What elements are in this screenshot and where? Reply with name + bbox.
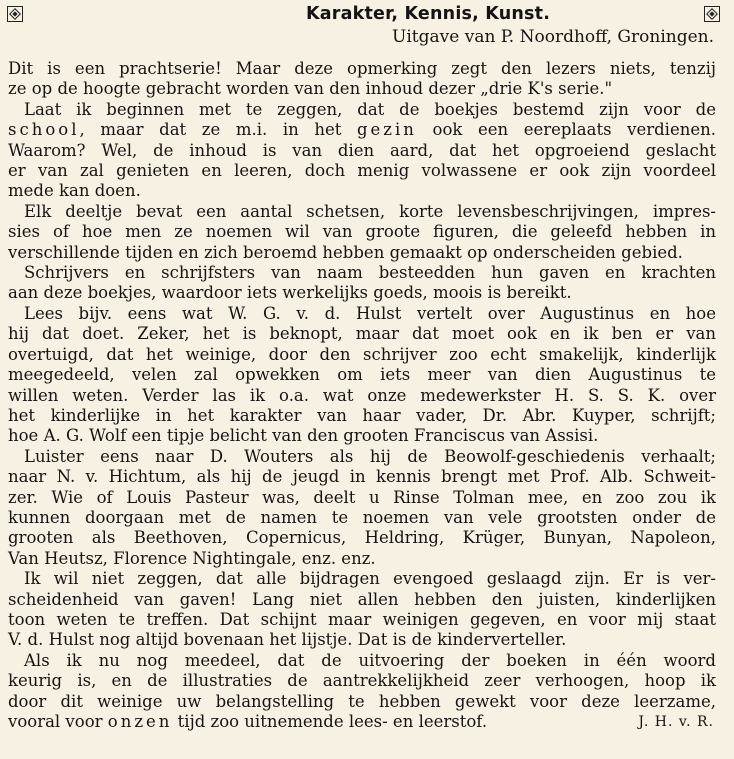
- text-line: Als ik nu nog meedeel, dat de uitvoering der boeken in één woord: [24, 650, 716, 670]
- text-line: meegedeeld, velen zal opwekken om iets meer van dien Augustinus te: [8, 365, 716, 385]
- article-title: Karakter, Kennis, Kunst.: [306, 4, 551, 24]
- text-line: kunnen doorgaan met de namen te noemen van vele grootsten onder de: [8, 507, 716, 527]
- paragraph: [8, 202, 716, 263]
- text-line: verschillende tijden en zich beroemd hebben gemaakt op onderscheiden gebied.: [8, 242, 683, 262]
- paragraph: [8, 651, 716, 733]
- paragraph: [8, 100, 716, 202]
- text-line: toon weten te treffen. Dat schijnt maar weinigen gegeven, en voor mij staat: [8, 609, 716, 629]
- text-line: grooten als Beethoven, Copernicus, Heldring, Krüger, Bunyan, Napoleon,: [8, 528, 716, 548]
- text-line: naar N. v. Hichtum, als hij de jeugd in kennis brengt met Prof. Alb. Schweit-: [8, 467, 716, 487]
- text-line: V. d. Hulst nog altijd bovenaan het lijstje. Dat is de kinderverteller.: [8, 630, 567, 650]
- paragraph: [8, 263, 716, 304]
- text-line: aan deze boekjes, waardoor iets werkelijks goeds, moois is bereikt.: [8, 283, 572, 303]
- paragraph: [8, 569, 716, 651]
- text-line: zer. Wie of Louis Pasteur was, deelt u Rinse Tolman mee, en zoo zou ik: [8, 487, 716, 507]
- text-line: [8, 712, 716, 732]
- text-line: Laat ik beginnen met te zeggen, dat de boekjes bestemd zijn voor de: [24, 99, 716, 119]
- text-line: keurig is, en de illustraties de aantrekkelijkheid zeer verhoogen, hoop ik: [8, 671, 716, 691]
- text-line: willen weten. Verder las ik o.a. wat onze medewerkster H. S. S. K. over: [8, 385, 716, 405]
- text-line: Luister eens naar D. Wouters als hij de Beowolf-geschiedenis verhaalt;: [24, 446, 716, 466]
- emphasis-gezin: gezin: [356, 120, 417, 140]
- paragraph: [8, 447, 716, 569]
- text-line: ze op de hoogte gebracht worden van den inhoud dezer „drie K's serie.": [8, 79, 613, 99]
- text-line: Lees bijv. eens wat W. G. v. d. Hulst vertelt over Augustinus en hoe: [24, 303, 716, 323]
- closing-sentence: vooral voor onzen tijd zoo uitnemende lees- en leerstof.: [8, 712, 488, 731]
- text-line: Schrijvers en schrijfsters van naam besteedden hun gaven en krachten: [24, 263, 716, 283]
- paragraph: [8, 304, 716, 447]
- text-line: er van zal genieten en leeren, doch menig volwassene er ook zijn voordeel: [8, 161, 716, 181]
- text-line: overtuigd, dat het weinige, door den schrijver zoo echt smakelijk, kinderlijk: [8, 344, 716, 364]
- text-line: mede kan doen.: [8, 181, 141, 201]
- emphasis-onzen: onzen: [107, 712, 173, 731]
- text-line: door dit weinige uw belangstelling te hebben gewekt voor deze leerzame,: [8, 691, 716, 711]
- text-line: Van Heutsz, Florence Nightingale, enz. enz.: [8, 548, 376, 568]
- text-line: hij dat doet. Zeker, het is beknopt, maar dat moet ook en ik ben er van: [8, 324, 716, 344]
- text-line: het kinderlijke in het karakter van haar vader, Dr. Abr. Kuyper, schrijft;: [8, 405, 716, 425]
- publisher-line: Uitgave van P. Noordhoff, Groningen.: [392, 27, 714, 47]
- text-line: sies of hoe men ze noemen wil van groote figuren, die geleefd hebben in: [8, 222, 716, 242]
- paragraph: [8, 59, 716, 100]
- article-body: [8, 59, 716, 732]
- author-signature: J. H. v. R.: [638, 714, 714, 730]
- text-line: hoe A. G. Wolf een tipje belicht van den grooten Franciscus van Assisi.: [8, 426, 599, 446]
- ornament-icon: [7, 6, 23, 22]
- text-line: scheidenheid van gaven! Lang niet allen hebben den juisten, kinderlijken: [8, 589, 716, 609]
- text-line: Elk deeltje bevat een aantal schetsen, korte levensbeschrijvingen, impres-: [24, 201, 716, 221]
- text-line: Dit is een prachtserie! Maar deze opmerking zegt den lezers niets, tenzij: [8, 59, 716, 78]
- emphasis-school: school: [8, 120, 80, 140]
- text-line: Ik wil niet zeggen, dat alle bijdragen evengoed geslaagd zijn. Er is ver-: [24, 569, 716, 589]
- text-line: school, maar dat ze m.i. in het gezin ook een eereplaats verdienen.: [8, 120, 716, 140]
- ornament-icon: [704, 6, 720, 22]
- text-line: Waarom? Wel, de inhoud is van dien aard, dat het opgroeiend geslacht: [8, 140, 716, 160]
